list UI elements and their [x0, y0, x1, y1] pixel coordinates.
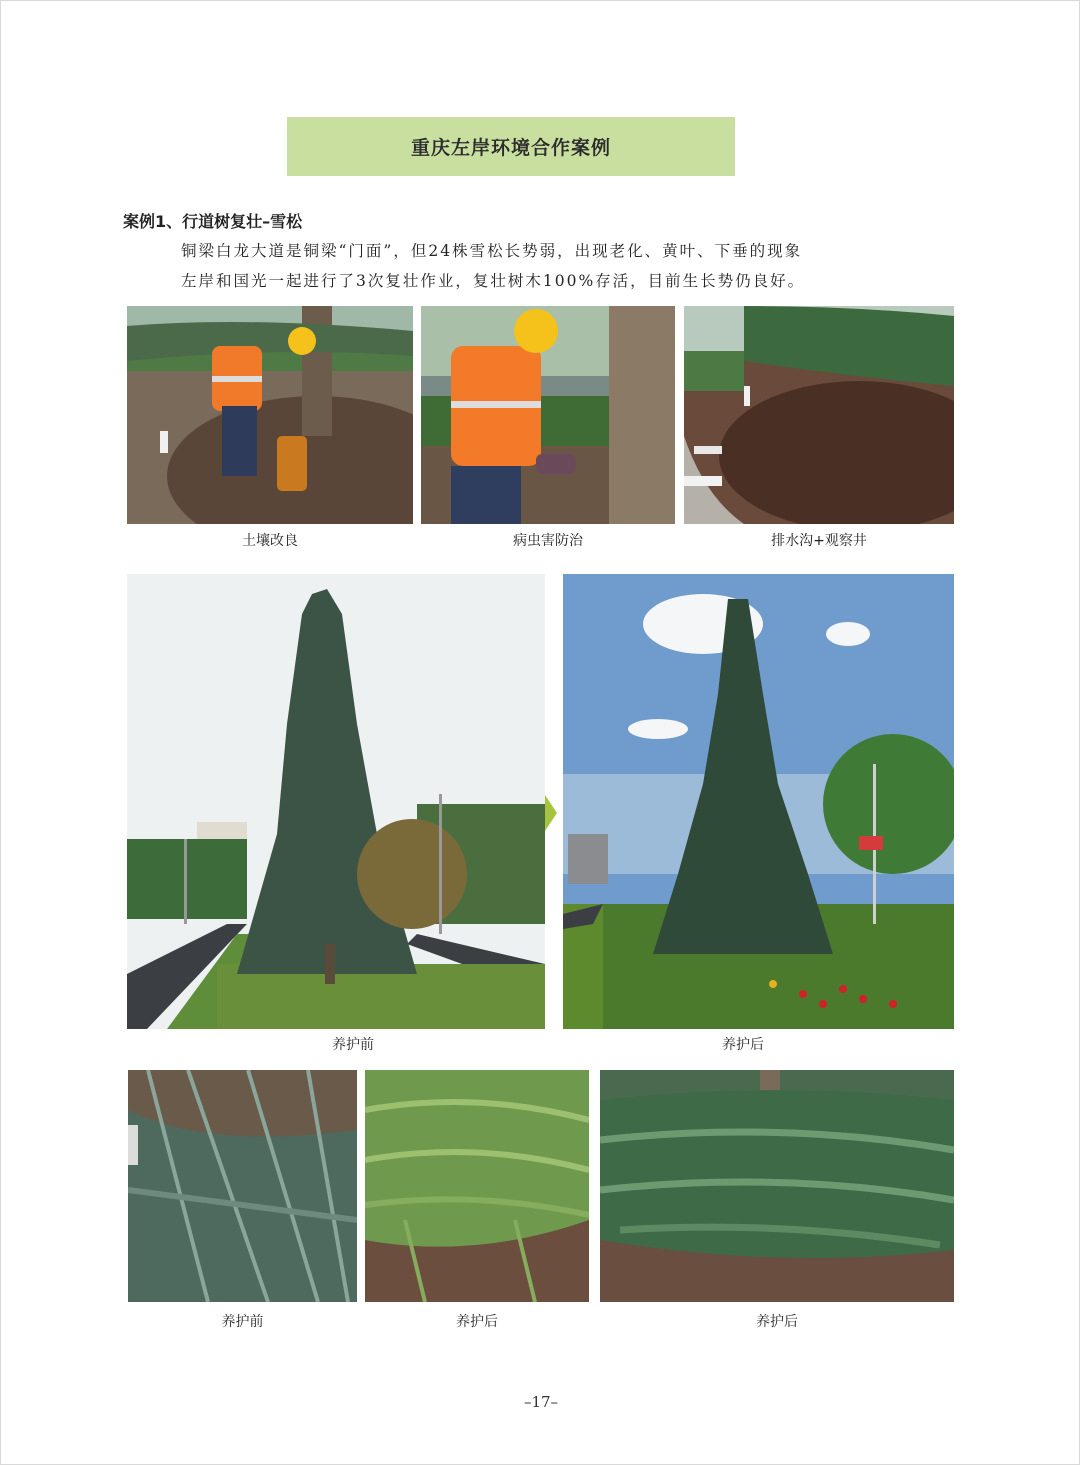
section-banner: [287, 117, 735, 176]
photo-branches-after-1: [365, 1070, 589, 1302]
caption-branches-after-1: 养护后: [456, 1314, 498, 1330]
caption-soil-improvement: 土壤改良: [242, 533, 298, 549]
case-title: 案例1、行道树复壮–雪松: [123, 212, 303, 231]
caption-pest-control: 病虫害防治: [513, 533, 583, 549]
photo-before-maintenance-tree: [127, 574, 545, 1029]
photo-soil-improvement: [127, 306, 413, 524]
caption-branches-before: 养护前: [221, 1314, 264, 1330]
photo-after-maintenance-tree: [563, 574, 954, 1029]
photo-branches-before: [128, 1070, 357, 1302]
caption-after-maintenance: 养护后: [722, 1037, 764, 1053]
banner-title: 重庆左岸环境合作案例: [410, 137, 611, 159]
photo-pest-control: [421, 306, 675, 524]
before-after-arrow-icon: [545, 795, 557, 831]
photo-branches-after-2: [600, 1070, 954, 1302]
caption-drainage-well: 排水沟+观察井: [771, 533, 867, 549]
caption-branches-after-2: 养护后: [756, 1314, 798, 1330]
page-number: –17–: [523, 1393, 559, 1411]
caption-before-maintenance: 养护前: [332, 1037, 374, 1053]
case-description-line-1: 铜梁白龙大道是铜梁“门面”，但24株雪松长势弱，出现老化、黄叶、下垂的现象: [181, 242, 803, 260]
case-description-line-2: 左岸和国光一起进行了3次复壮作业，复壮树木100%存活，目前生长势仍良好。: [181, 272, 806, 290]
photo-drainage-well: [684, 306, 954, 524]
